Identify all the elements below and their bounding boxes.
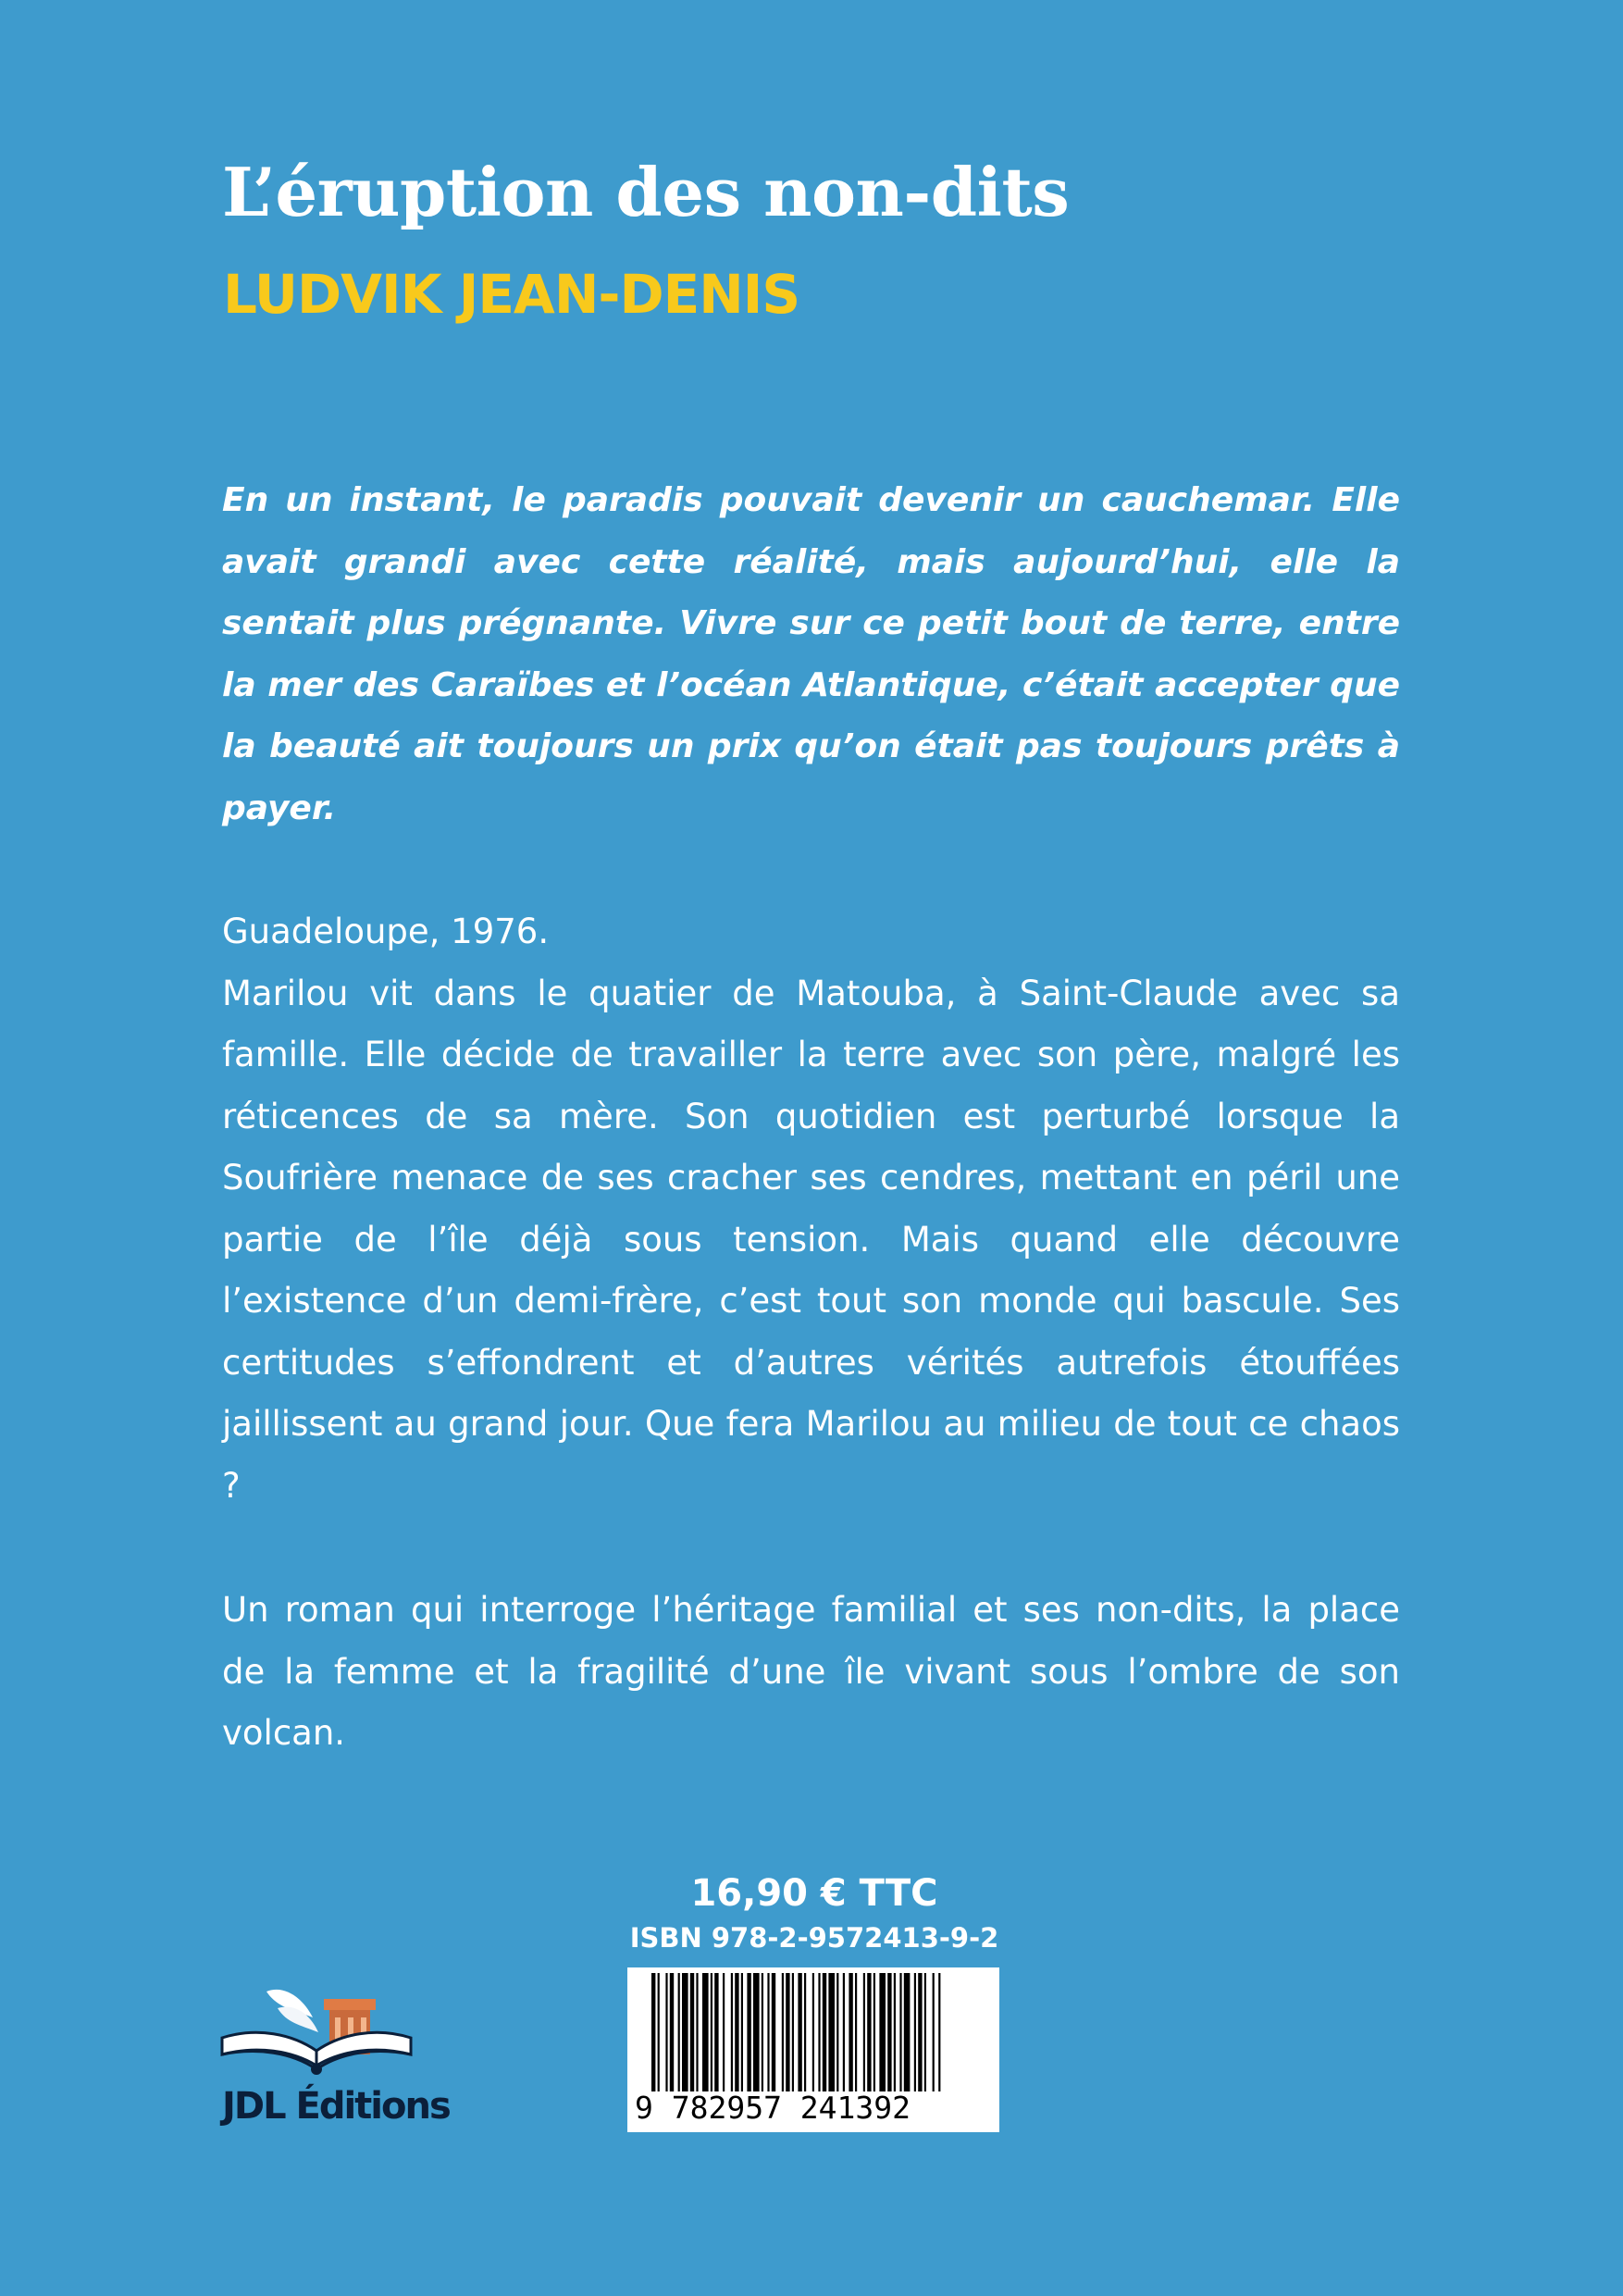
- barcode-bar: [682, 1973, 688, 2091]
- closing-paragraph: [222, 1580, 1400, 1765]
- barcode-bar: [651, 1973, 655, 2091]
- barcode-bar: [938, 1973, 940, 2091]
- barcode-bar: [804, 1973, 806, 2091]
- author-name: LUDVIK JEAN-DENIS: [223, 263, 800, 326]
- barcode-bar: [873, 1973, 875, 2091]
- barcode-bar: [918, 1973, 922, 2091]
- barcode-bar: [714, 1973, 718, 2091]
- barcode-bar: [690, 1973, 694, 2091]
- barcode-bar: [792, 1973, 794, 2091]
- open-book-icon: [220, 1980, 424, 2082]
- price-label: 16,90 € TTC: [690, 1872, 938, 1915]
- isbn-barcode: [627, 1967, 999, 2132]
- barcode-bar: [762, 1973, 763, 2091]
- barcode-bar: [772, 1973, 775, 2091]
- barcode-bar: [786, 1973, 789, 2091]
- barcode-bar: [741, 1973, 743, 2091]
- barcode-bar: [899, 1973, 901, 2091]
- barcode-bar: [879, 1973, 886, 2091]
- barcode-bar: [823, 1973, 826, 2091]
- barcode-bar: [812, 1973, 814, 2091]
- barcode-bar: [670, 1973, 674, 2091]
- barcode-bar: [887, 1973, 891, 2091]
- barcode-bar: [798, 1973, 801, 2091]
- barcode-bar: [904, 1973, 911, 2091]
- barcode-bar: [747, 1973, 750, 2091]
- barcode-bar: [836, 1973, 838, 2091]
- barcode-bar: [894, 1973, 896, 2091]
- barcode-bar: [723, 1973, 725, 2091]
- barcode-bar: [711, 1973, 712, 2091]
- closing-text: Un roman qui interroge l’héritage familial et ses non-dits, la place de la femme et la fragilité d’une île vivant sous l’ombre de son volcan.: [222, 1590, 1400, 1753]
- barcode-bar: [753, 1973, 760, 2091]
- publisher-name: JDL Éditions: [222, 2085, 450, 2128]
- barcode-bar: [658, 1973, 660, 2091]
- barcode-bar: [843, 1973, 845, 2091]
- barcode-bar: [696, 1973, 698, 2091]
- barcode-digits: 9 782957 241392: [635, 2090, 911, 2126]
- barcode-bar: [828, 1973, 835, 2091]
- barcode-bar: [914, 1973, 916, 2091]
- barcode-bar: [702, 1973, 709, 2091]
- barcode-bar: [767, 1973, 769, 2091]
- synopsis-body: Marilou vit dans le quatier de Matouba, à Saint-Claude avec sa famille. Elle décide de travailler la terre avec son père, malgré les réticences de sa mère. Son quotidien est perturbé lorsque la Soufrière menace de ses cracher ses cendres, mettant en péril une partie de l’île déjà sous tension. Mais quand elle découvre l’existence d’un demi-frère, c’est tout son monde qui bascule. Ses certitudes s’effondrent et d’autres vérités autrefois étouffées jaillissent au grand jour. Que fera Marilou au milieu de tout ce chaos ?: [222, 973, 1400, 1506]
- barcode-bar: [678, 1973, 680, 2091]
- barcode-bar: [731, 1973, 733, 2091]
- barcode-bar: [863, 1973, 865, 2091]
- teaser-excerpt: En un instant, le paradis pouvait devenir un cauchemar. Elle avait grandi avec cette réalité, mais aujourd’hui, elle la sentait plus prégnante. Vivre sur ce petit bout de terre, entre la mer des Caraïbes et l’océan Atlantique, c’était accepter que la beauté ait toujours un prix qu’on était pas toujours prêts à payer.: [222, 481, 1400, 827]
- barcode-bar: [849, 1973, 852, 2091]
- barcode-bar: [855, 1973, 857, 2091]
- barcode-bar: [924, 1973, 926, 2091]
- book-title: L’éruption des non-dits: [222, 153, 1070, 231]
- barcode-bar: [735, 1973, 738, 2091]
- isbn-label: ISBN 978-2-9572413-9-2: [629, 1922, 999, 1954]
- barcode-bar: [818, 1973, 820, 2091]
- synopsis-place-date: Guadeloupe, 1976.: [222, 912, 550, 951]
- barcode-bar: [782, 1973, 784, 2091]
- barcode-bar: [867, 1973, 871, 2091]
- synopsis: [222, 901, 1400, 1517]
- barcode-bar: [933, 1973, 935, 2091]
- barcode-bar: [665, 1973, 667, 2091]
